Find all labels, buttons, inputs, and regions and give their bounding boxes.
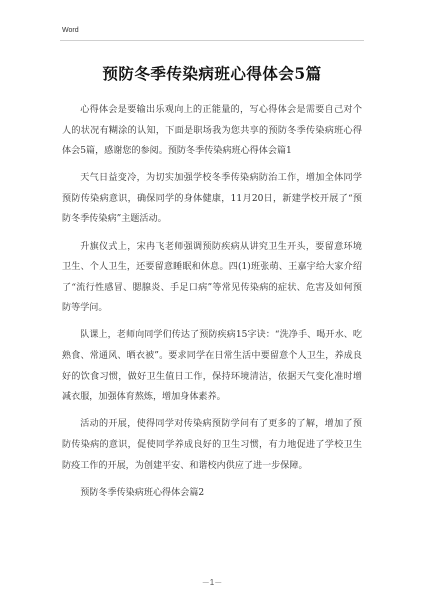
document-title: 预防冬季传染病班心得体会5篇 <box>102 64 322 83</box>
header-divider <box>60 40 364 41</box>
page-number: －1－ <box>201 578 223 587</box>
body-paragraph: 天气日益变冷，为切实加强学校冬季传染病防治工作，增加全体同学预防传染病意识，确保同学的身体健康，11月20日，新建学校开展了“预防冬季传染病”主题活动。 <box>62 173 362 225</box>
document-body <box>62 100 362 510</box>
header-app-label: Word <box>62 27 79 34</box>
section-heading: 预防冬季传染病班心得体会篇2 <box>80 487 205 498</box>
body-paragraph: 活动的开展，使得同学对传染病预防学问有了更多的了解，增加了预防传染病的意识，促使同学养成良好的卫生习惯，有力地促进了学校卫生防疫工作的开展，为创建平安、和谐校内供应了进一步保障。 <box>62 419 362 471</box>
body-paragraph: 心得体会是要输出乐观向上的正能量的，写心得体会是需要自己对个人的状况有糊涂的认知，下面是职场我为您共享的预防冬季传染病班心得体会5篇，感谢您的参阅。预防冬季传染病班心得体会篇1 <box>62 105 362 157</box>
body-paragraph: 队课上，老师向同学们传达了预防疾病15字诀：“洗净手、喝开水、吃熟食、常通风、晒衣被”。要求同学在日常生活中要留意个人卫生，养成良好的饮食习惯，做好卫生值日工作，保持环境清洁，依据天气变化准时增减衣服，加强体育熬炼，增加身体素养。 <box>62 330 362 403</box>
body-paragraph: 升旗仪式上，宋冉飞老师强调预防疾病从讲究卫生开头，要留意环境卫生、个人卫生，还要留意睡眠和休息。四(1)班张萌、王嘉宇给大家介绍了“流行性感冒、腮腺炎、手足口病”等常见传染病的症状、危害及如何预防等学问。 <box>62 241 362 314</box>
